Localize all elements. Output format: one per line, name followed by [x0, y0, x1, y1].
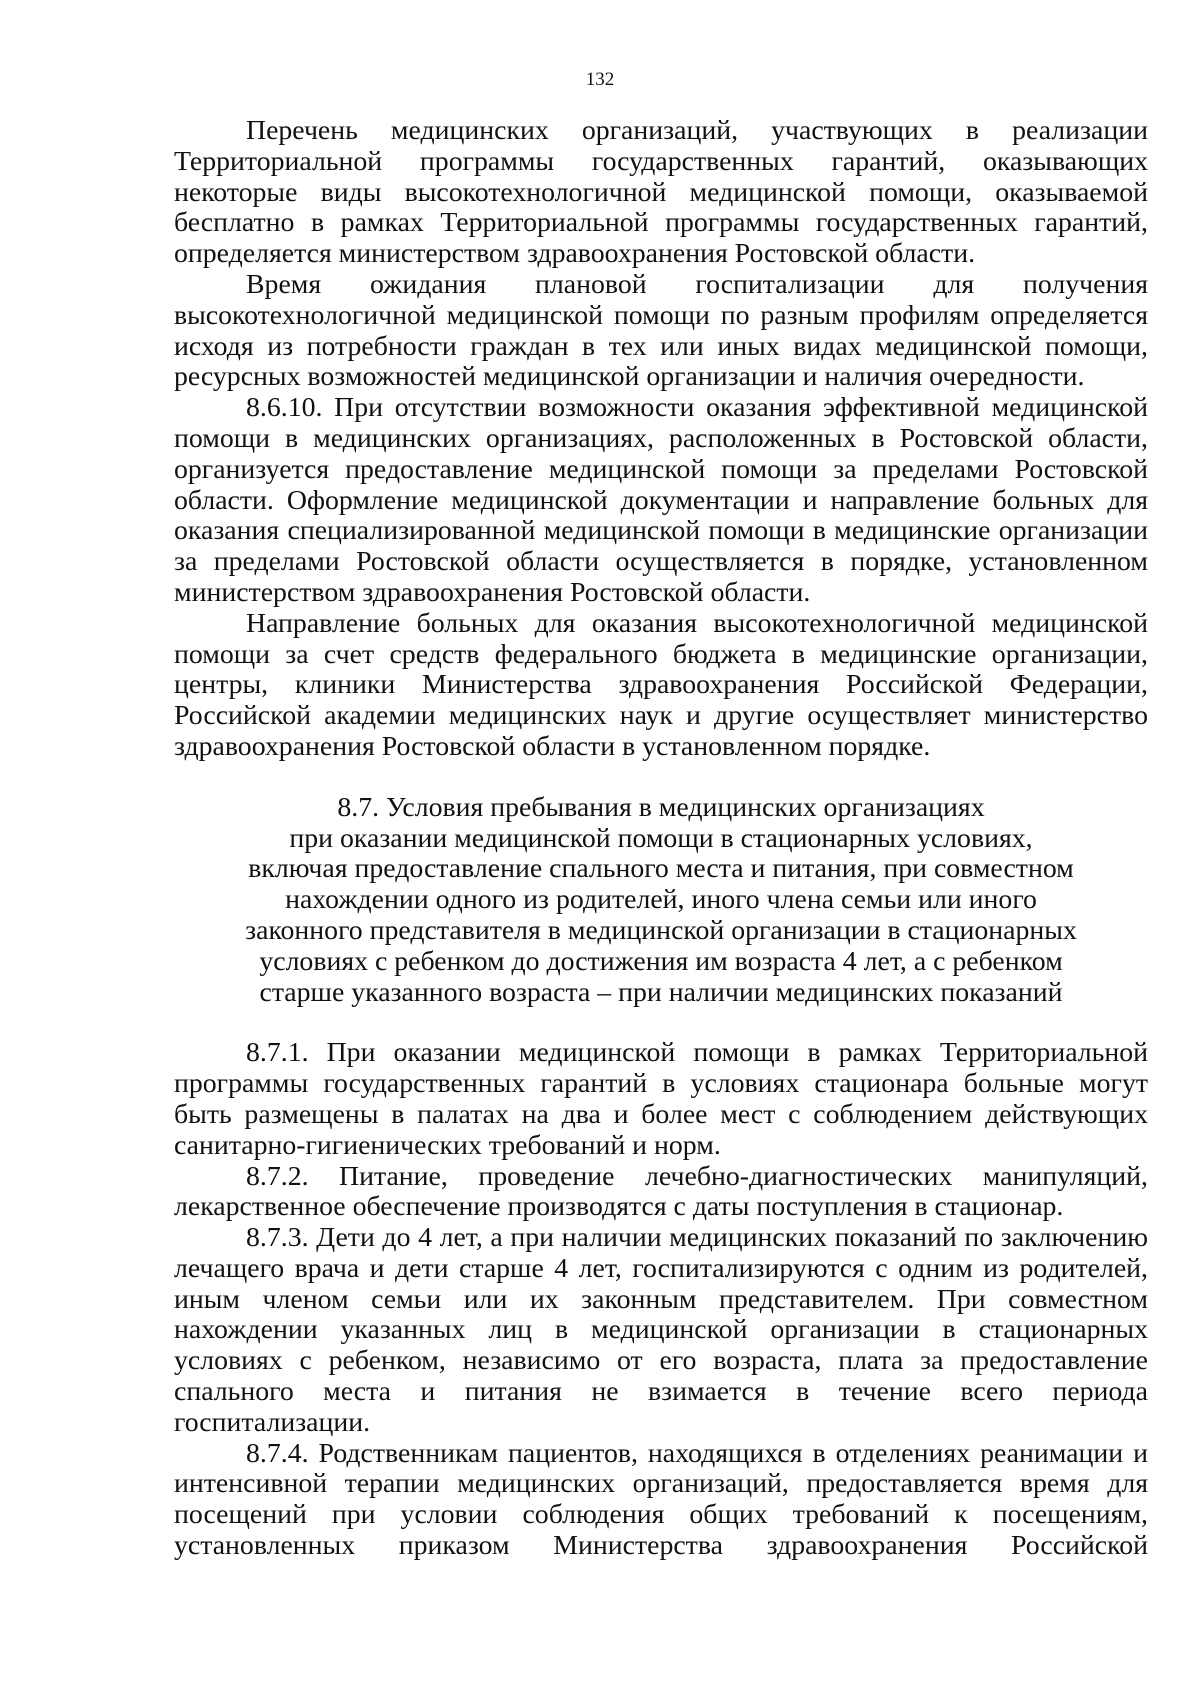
section-heading-line: условиях с ребенком до достижения им возраста 4 лет, а с ребенком	[259, 945, 1063, 977]
paragraph-federal-referral: Направление больных для оказания высокотехнологичной медицинской помощи за счет средств федерального бюджета в медицинские организации, центры, клиники Министерства здравоохранения Российской Федерации, Российской академии медицинских наук и другие осуществляет министерство здравоохранения Ростовской области в установленном порядке.	[174, 607, 1148, 762]
section-heading-line: нахождении одного из родителей, иного члена семьи или иного	[285, 884, 1037, 916]
spacer	[174, 1008, 1148, 1038]
spacer	[174, 763, 1148, 793]
paragraph-waiting-time: Время ожидания плановой госпитализации для получения высокотехнологичной медицинской помощи по разным профилям определяется исходя из потребности граждан в тех или иных видах медицинской помощи, ресурсных возможностей медицинской организации и наличия очередности.	[174, 268, 1148, 393]
paragraph-8-7-1: 8.7.1. При оказании медицинской помощи в рамках Территориальной программы государственных гарантий в условиях стационара больные могут быть размещены в палатах на два и более мест с соблюдением действующих санитарно-гигиенических требований и норм.	[174, 1037, 1148, 1161]
paragraph-organizations-list: Перечень медицинских организаций, участвующих в реализации Территориальной программы государственных гарантий, оказывающих некоторые виды высокотехнологичной медицинской помощи, оказываемой бесплатно в рамках Территориальной программы государственных гарантий, определяется министерством здравоохранения Ростовской области.	[174, 115, 1148, 270]
paragraph-8-6-10: 8.6.10. При отсутствии возможности оказания эффективной медицинской помощи в медицинских организациях, расположенных в Ростовской области, организуется предоставление медицинской помощи за пределами Ростовской области. Оформление медицинской документации и направление больных для оказания специализированной медицинской помощи в медицинские организации за пределами Ростовской области осуществляется в порядке, установленном министерством здравоохранения Ростовской области.	[174, 392, 1148, 608]
section-heading-line: включая предоставление спального места и питания, при совместном	[248, 853, 1074, 885]
page-number: 132	[585, 69, 615, 90]
section-heading-8-7	[174, 793, 1148, 1009]
section-heading-line: 8.7. Условия пребывания в медицинских организациях	[337, 791, 985, 823]
paragraph-8-7-4: 8.7.4. Родственникам пациентов, находящихся в отделениях реанимации и интенсивной терапии медицинских организаций, предоставляется время для посещений при условии соблюдения общих требований к посещениям, установленных приказом Министерства здравоохранения Российской	[174, 1437, 1148, 1562]
paragraph-8-7-3: 8.7.3. Дети до 4 лет, а при наличии медицинских показаний по заключению лечащего врача и дети старше 4 лет, госпитализируются с одним из родителей, иным членом семьи или их законным представителем. При совместном нахождении указанных лиц в медицинской организации в стационарных условиях с ребенком, независимо от его возраста, плата за предоставление спального места и питания не взимается в течение всего периода госпитализации.	[174, 1222, 1148, 1438]
paragraph-8-7-2: 8.7.2. Питание, проведение лечебно-диагностических манипуляций, лекарственное обеспечение производятся с даты поступления в стационар.	[174, 1160, 1148, 1223]
document-body	[174, 116, 1148, 1562]
section-heading-line: законного представителя в медицинской организации в стационарных	[245, 914, 1077, 946]
section-heading-line: при оказании медицинской помощи в стационарных условиях,	[289, 822, 1033, 854]
section-heading-line: старше указанного возраста – при наличии медицинских показаний	[259, 976, 1063, 1008]
